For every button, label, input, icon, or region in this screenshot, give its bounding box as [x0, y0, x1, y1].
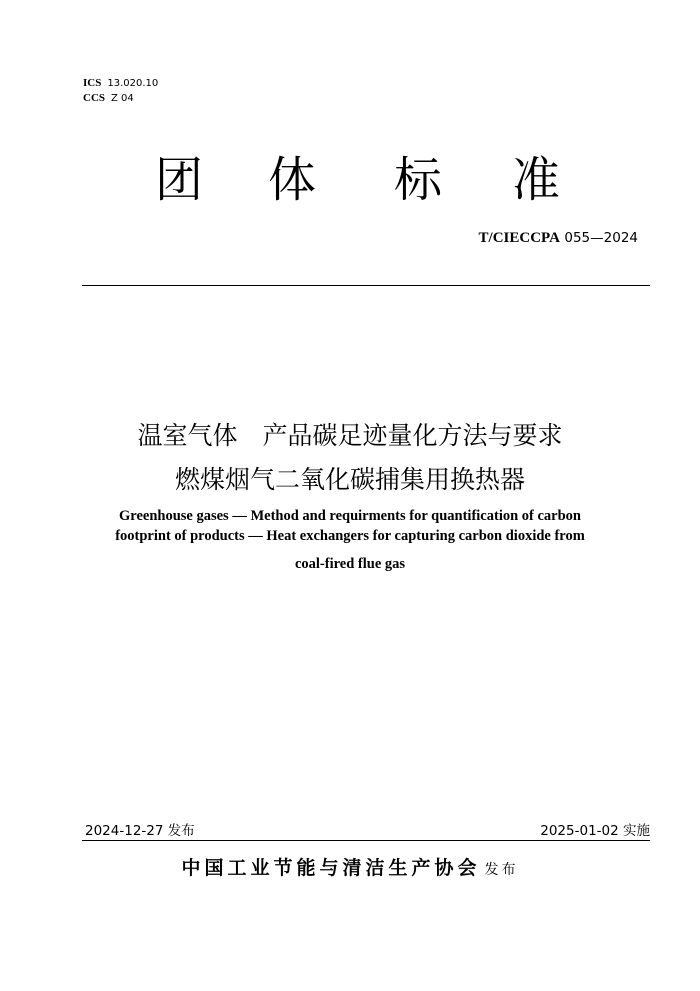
standard-number-prefix: T/CIECCPA	[478, 230, 560, 246]
title-en-line-2: footprint of products — Heat exchangers for capturing carbon dioxide from	[115, 527, 585, 544]
title-en-line-3: coal-fired flue gas	[294, 556, 406, 572]
title-cn-line-2: 燃煤烟气二氧化碳捕集用换热器	[174, 465, 525, 494]
title-en	[60, 507, 640, 575]
bottom-divider	[82, 840, 650, 841]
title-cn-line-1: 温室气体 产品碳足迹量化方法与要求	[137, 421, 563, 450]
ccs-label: CCS	[83, 92, 106, 104]
standard-type-char-2: 体	[268, 152, 317, 208]
standard-number	[479, 230, 638, 247]
classification-codes	[83, 76, 158, 106]
standard-type-char-3: 标	[394, 152, 443, 208]
publisher-action: 发布	[484, 862, 519, 878]
standard-type-char-4: 准	[512, 152, 561, 208]
publisher	[0, 853, 700, 880]
implementation-date: 2025-01-02 实施	[540, 823, 650, 839]
standard-type-heading	[0, 150, 700, 220]
top-divider	[82, 285, 650, 286]
publisher-org: 中国工业节能与清洁生产协会	[181, 857, 481, 879]
title-en-line-1: Greenhouse gases — Method and requirments for quantification of carbon	[119, 508, 581, 524]
ics-line	[83, 76, 158, 91]
ccs-value: Z 04	[111, 93, 134, 104]
standard-number-suffix: 055—2024	[564, 230, 638, 246]
standard-type-char-1: 团	[155, 152, 204, 208]
ics-value: 13.020.10	[107, 78, 159, 89]
ics-label: ICS	[83, 77, 102, 89]
ccs-line	[83, 91, 158, 106]
issue-date: 2024-12-27 发布	[85, 823, 195, 839]
